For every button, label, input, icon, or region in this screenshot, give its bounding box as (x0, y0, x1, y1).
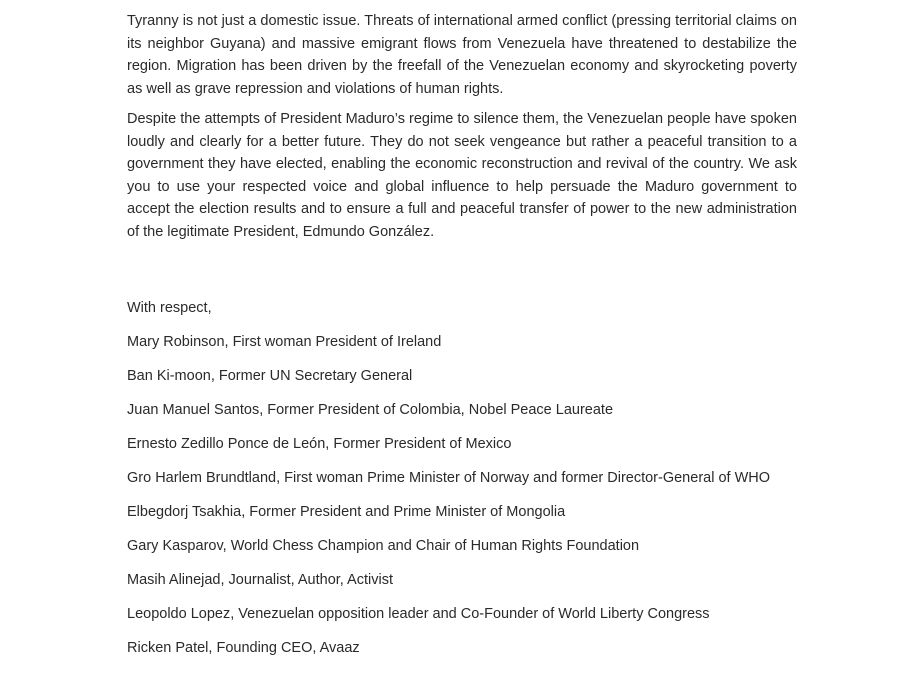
signatory-juan-manuel-santos: Juan Manuel Santos, Former President of Colombia, Nobel Peace Laureate (127, 402, 614, 418)
letter-body (127, 10, 797, 660)
signatory-ban-ki-moon: Ban Ki-moon, Former UN Secretary General (127, 368, 413, 384)
signatory-mary-robinson: Mary Robinson, First woman President of Ireland (127, 334, 442, 350)
paragraph-regional-threats: Tyranny is not just a domestic issue. Threats of international armed conflict (pressing territorial claims on its neighbor Guyana) and massive emigrant flows from Venezuela have threatened to destabilize the region. Migration has been driven by the freefall of the Venezuelan economy and skyrocketing poverty as well as grave repression and violations of human rights. (127, 13, 797, 97)
signatory-list (127, 331, 797, 660)
closing-salutation: With respect, (127, 300, 212, 316)
signatory-ricken-patel: Ricken Patel, Founding CEO, Avaaz (127, 640, 360, 656)
signatory-masih-alinejad: Masih Alinejad, Journalist, Author, Activist (127, 572, 393, 588)
signatory-ernesto-zedillo: Ernesto Zedillo Ponce de León, Former President of Mexico (127, 436, 512, 452)
signatory-gro-harlem-brundtland: Gro Harlem Brundtland, First woman Prime Minister of Norway and former Director-General of WHO (127, 470, 771, 486)
signatory-leopoldo-lopez: Leopoldo Lopez, Venezuelan opposition leader and Co-Founder of World Liberty Congress (127, 606, 710, 622)
signatory-gary-kasparov: Gary Kasparov, World Chess Champion and Chair of Human Rights Foundation (127, 538, 640, 554)
paragraph-appeal: Despite the attempts of President Maduro’s regime to silence them, the Venezuelan people have spoken loudly and clearly for a better future. They do not seek vengeance but rather a peaceful transition to a government they have elected, enabling the economic reconstruction and revival of the country. We ask you to use your respected voice and global influence to help persuade the Maduro government to accept the election results and to ensure a full and peaceful transfer of power to the new administration of the legitimate President, Edmundo González. (127, 111, 797, 240)
signatory-elbegdorj-tsakhia: Elbegdorj Tsakhia, Former President and Prime Minister of Mongolia (127, 504, 566, 520)
